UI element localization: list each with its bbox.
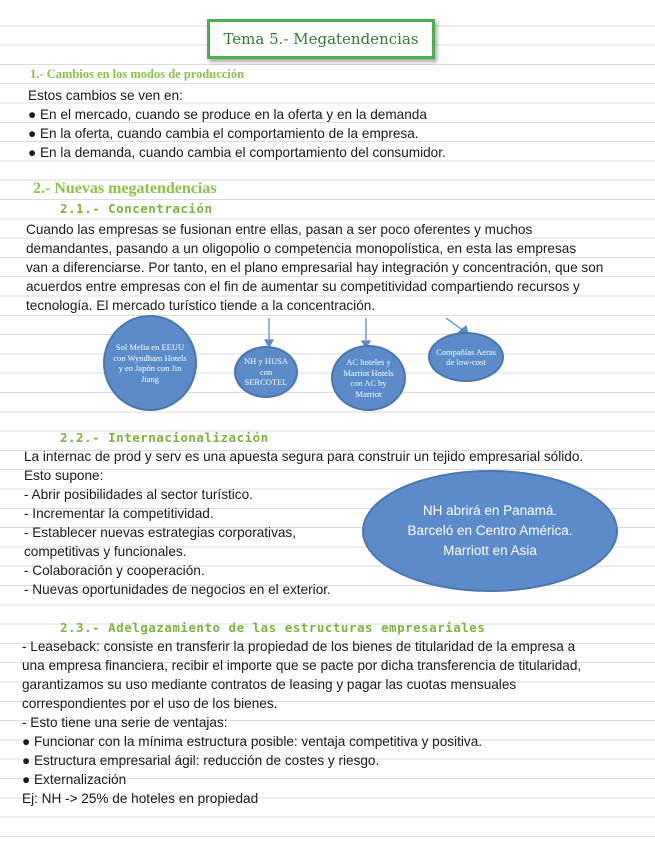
subsection-heading-concentracion: 2.1.- Concentración — [60, 201, 213, 216]
section1-bullet: ● En el mercado, cuando se produce en la oferta y en la demanda — [28, 107, 427, 122]
paragraph-line: demandantes, pasando a un oligopolio o competencia monopolística, en esta las empresas — [26, 241, 577, 256]
list-item: - Colaboración y cooperación. — [24, 563, 205, 578]
list-item: - Incrementar la competitividad. — [24, 506, 214, 521]
list-item: ● Estructura empresarial ágil: reducción de costes y riesgo. — [22, 753, 380, 768]
list-item: - Establecer nuevas estrategias corporativas, — [24, 525, 297, 540]
callout-line: Marriott en Asia — [443, 543, 537, 558]
example-line: Ej: NH -> 25% de hoteles en propiedad — [22, 791, 259, 806]
paragraph-line: correspondientes por el uso de los bienes. — [22, 696, 278, 711]
section2-heading: 2.- Nuevas megatendencias — [33, 180, 217, 197]
list-item: - Abrir posibilidades al sector turístico. — [24, 487, 253, 502]
concentration-bubble-nh-husa: NH y HUSA con SERCOTEL — [234, 346, 298, 398]
paragraph-line: Cuando las empresas se fusionan entre ellas, pasan a ser poco oferentes y muchos — [26, 222, 533, 237]
paragraph-line: garantizamos su uso mediante contratos de leasing y pagar las cuotas mensuales — [22, 677, 517, 692]
concentration-bubble-low-cost: Compañías Aeras de low-cost — [428, 332, 504, 382]
concentration-bubble-sol-melia: Sol Melia en EEUU con Wyndham Hotels y en Japón con Jin Jiang — [103, 315, 197, 411]
paragraph-line: - Leaseback: consiste en transferir la propiedad de los bienes de titularidad de la empresa a — [22, 639, 576, 654]
paragraph-line: una empresa financiera, recibir el importe que se pacte por dicha transferencia de titularidad, — [22, 658, 582, 673]
callout-line: NH abrirá en Panamá. — [422, 503, 558, 518]
callout-line: Barceló en Centro América. — [407, 523, 573, 538]
section1-bullet: ● En la demanda, cuando cambia el comportamiento del consumidor. — [28, 145, 446, 160]
list-item: ● Externalización — [22, 772, 127, 787]
section1-heading: 1.- Cambios en los modos de producción — [30, 67, 245, 81]
internationalization-callout — [362, 470, 618, 592]
subsection-heading-adelgazamiento: 2.3.- Adelgazamiento de las estructuras empresariales — [60, 620, 486, 635]
paragraph-line: van a diferenciarse. Por tanto, en el plano empresarial hay integración y concentración, que son — [26, 260, 604, 275]
paragraph-line: - Esto tiene una serie de ventajas: — [22, 715, 228, 730]
list-item: competitivas y funcionales. — [24, 544, 187, 559]
section1-intro: Estos cambios se ven en: — [28, 88, 183, 103]
paragraph-line: acuerdos entre empresas con el fin de aumentar su competitividad compartiendo recursos y — [26, 279, 580, 294]
concentration-bubble-ac-marriott: AC hoteles y Marriot Hotels con AC by Marriot — [331, 345, 406, 411]
page-title: Tema 5.- Megatendencias — [207, 19, 435, 59]
paragraph-line: tecnología. El mercado turístico tiende a la concentración. — [26, 298, 376, 313]
list-item: - Nuevas oportunidades de negocios en el exterior. — [24, 582, 331, 597]
subsection-heading-internacionalizacion: 2.2.- Internacionalización — [60, 430, 269, 445]
section1-bullet: ● En la oferta, cuando cambia el comportamiento de la empresa. — [28, 126, 419, 141]
list-item: ● Funcionar con la mínima estructura posible: ventaja competitiva y positiva. — [22, 734, 483, 749]
paragraph-line: Esto supone: — [24, 468, 104, 483]
paragraph-line: La internac de prod y serv es una apuesta segura para construir un tejido empresarial sólido. — [24, 449, 584, 464]
